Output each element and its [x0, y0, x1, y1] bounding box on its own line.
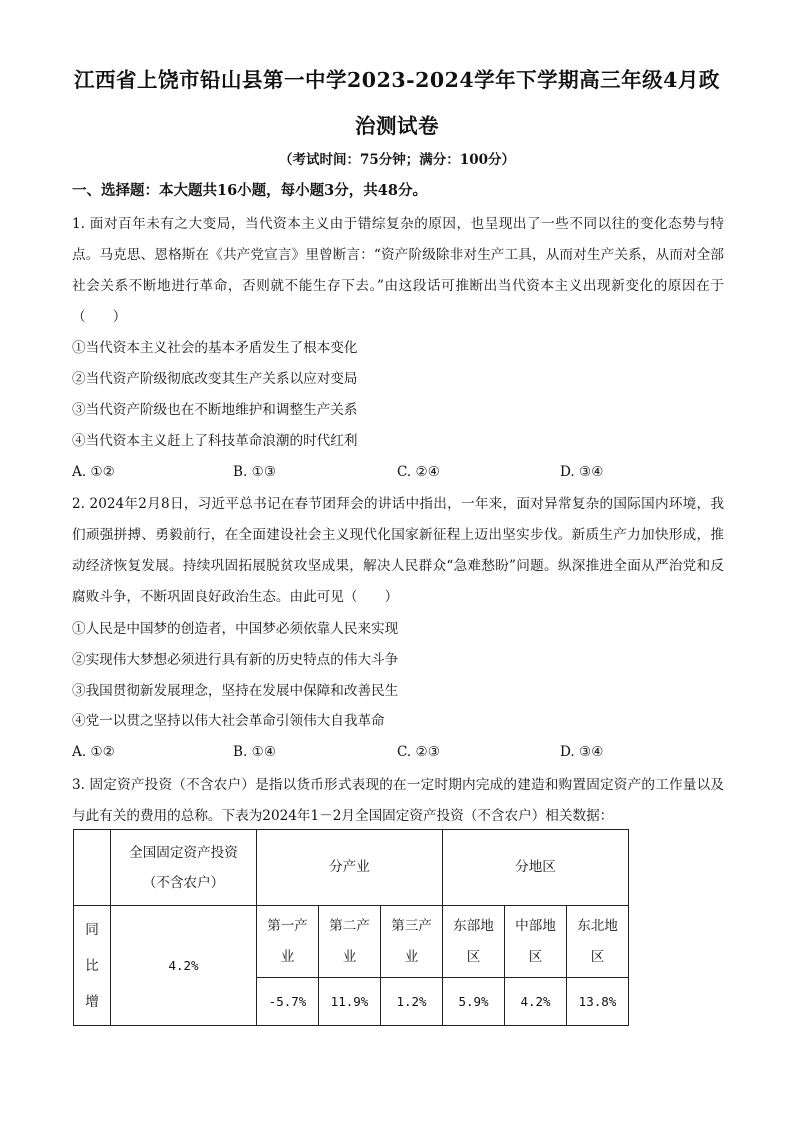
q1-option-d: D. ③④ — [560, 464, 604, 480]
q1-option-a: A. ①② — [72, 464, 115, 480]
table-subheader: 东北地区 — [567, 906, 629, 978]
q2-option-a: A. ①② — [72, 744, 115, 760]
q2-option-d: D. ③④ — [560, 744, 604, 760]
table-corner-cell — [74, 830, 111, 906]
q2-item: ①人民是中国梦的创造者，中国梦必须依靠人民来实现 — [72, 621, 399, 637]
q2-option-b: B. ①④ — [233, 744, 277, 760]
table-head-industry: 分产业 — [257, 830, 443, 906]
q1-item: ④当代资本主义赶上了科技革命浪潮的时代红利 — [72, 433, 358, 449]
q1-option-c: C. ②④ — [397, 464, 440, 480]
investment-table — [73, 829, 629, 1026]
q1-stem: 1. 面对百年未有之大变局，当代资本主义由于错综复杂的原因，也呈现出了一些不同以往的变化态势与特点。马克思、恩格斯在《共产党宣言》里曾断言：“资产阶级除非对生产工具，从而对生产关系，从而对全部社会关系不断地进行革命，否则就不能生存下去。”由这段话可推断出当代资本主义出现新变化的原因在于（ ） — [72, 216, 724, 325]
table-value: 13.8% — [567, 978, 629, 1026]
table-subheader: 东部地区 — [443, 906, 505, 978]
q1-options — [72, 461, 692, 483]
table-total-value: 4.2% — [111, 906, 257, 1026]
q3-stem: 3. 固定资产投资（不含农户）是指以货币形式表现的在一定时期内完成的建造和购置固定资产的工作量以及与此有关的费用的总称。下表为2024年1－2月全国固定资产投资（不含农户）相关数据： — [72, 777, 724, 824]
table-subheader: 第二产业 — [319, 906, 381, 978]
table-value: 1.2% — [381, 978, 443, 1026]
q2-options — [72, 741, 692, 763]
q2-item: ④党一以贯之坚持以伟大社会革命引领伟大自我革命 — [72, 713, 385, 729]
exam-subtitle: （考试时间：75分钟；满分：100分） — [279, 152, 515, 168]
table-value: 5.9% — [443, 978, 505, 1026]
q1-item: ①当代资本主义社会的基本矛盾发生了根本变化 — [72, 340, 358, 356]
table-value: -5.7% — [257, 978, 319, 1026]
q2-item: ②实现伟大梦想必须进行具有新的历史特点的伟大斗争 — [72, 652, 399, 668]
table-subheader: 第三产业 — [381, 906, 443, 978]
exam-title-line2: 治测试卷 — [355, 114, 439, 138]
q2-item: ③我国贯彻新发展理念，坚持在发展中保障和改善民生 — [72, 683, 399, 699]
section-heading: 一、选择题：本大题共16小题，每小题3分，共48分。 — [72, 182, 427, 199]
q1-option-b: B. ①③ — [233, 464, 277, 480]
q1-item: ③当代资产阶级也在不断地维护和调整生产关系 — [72, 402, 358, 418]
exam-title-line1: 江西省上饶市铅山县第一中学2023-2024学年下学期高三年级4月政 — [74, 68, 720, 92]
table-row-label: 同比增 — [74, 906, 111, 1026]
q2-option-c: C. ②③ — [397, 744, 440, 760]
q2-stem: 2. 2024年2月8日，习近平总书记在春节团拜会的讲话中指出，一年来，面对异常复杂的国际国内环境，我们顽强拼搏、勇毅前行，在全面建设社会主义现代化国家新征程上迈出坚实步伐。新质生产力加快形成，推动经济恢复发展。持续巩固拓展脱贫攻坚成果，解决人民群众“急难愁盼”问题。纵深推进全面从严治党和反腐败斗争，不断巩固良好政治生态。由此可见（ ） — [72, 496, 724, 605]
table-head-region: 分地区 — [443, 830, 629, 906]
table-subheader: 第一产业 — [257, 906, 319, 978]
table-value: 4.2% — [505, 978, 567, 1026]
table-value: 11.9% — [319, 978, 381, 1026]
table-subheader: 中部地区 — [505, 906, 567, 978]
table-head-total: 全国固定资产投资（不含农户） — [111, 830, 257, 906]
q1-item: ②当代资产阶级彻底改变其生产关系以应对变局 — [72, 371, 358, 387]
